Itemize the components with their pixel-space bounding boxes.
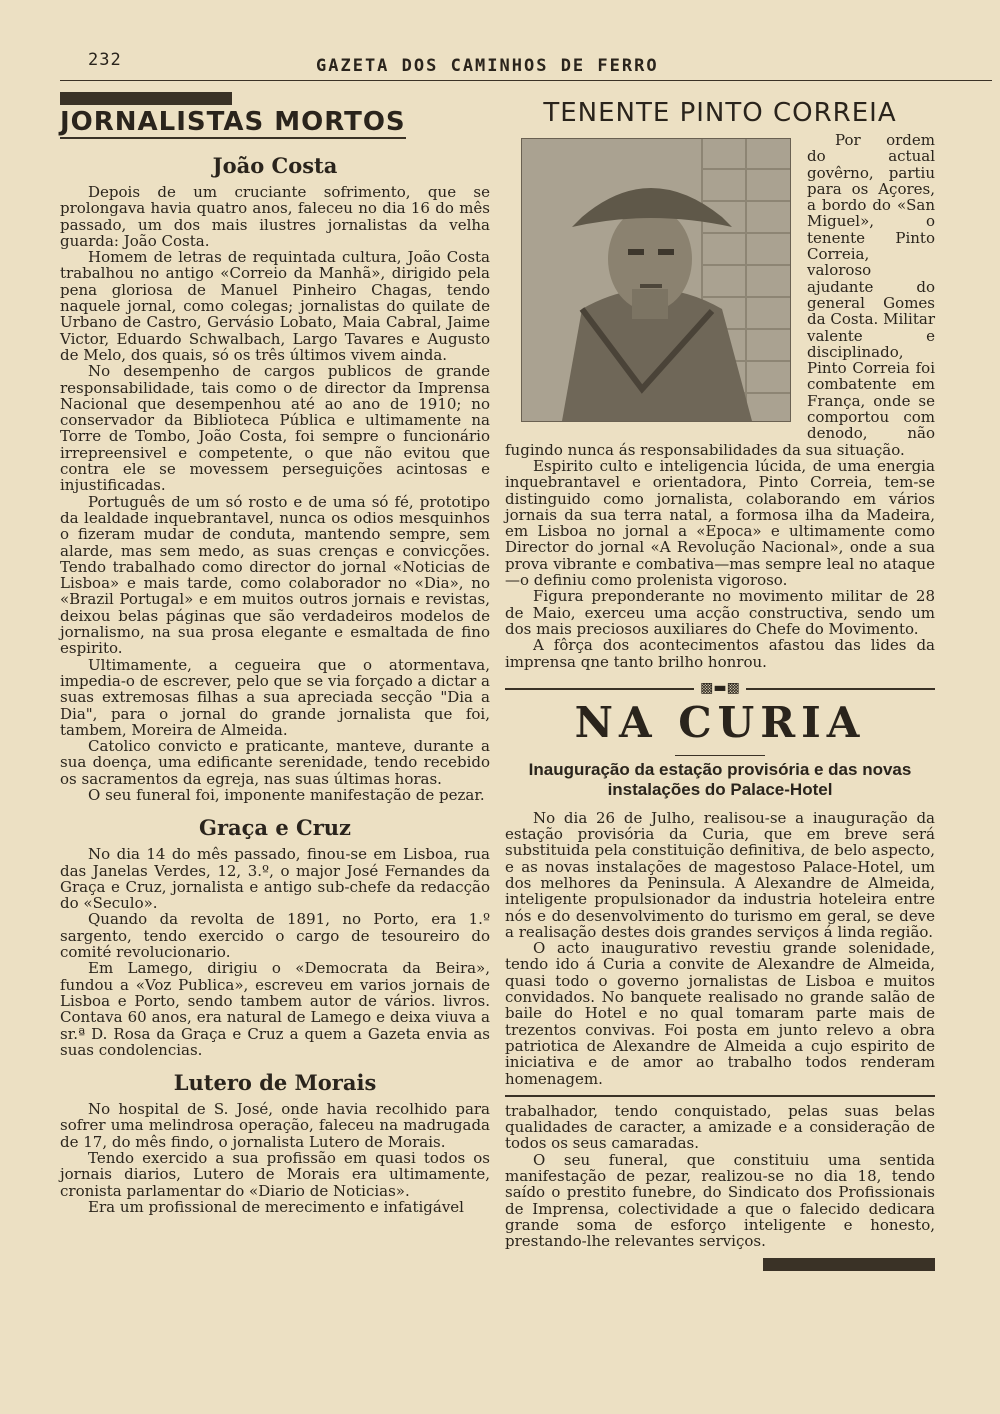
paragraph: Português de um só rosto e de uma só fé, prototipo da lealdade inquebrantavel, nunca os odios mesquinhos o fizeram mudar de conduta, mantendo sempre, sem alarde, mas sem medo, as suas crenças e convicções. Tendo trabalhado como director do jornal «Noticias de Lisboa» e mais tarde, como colaborador no «Dia», no «Brazil Portugal» e em muitos outros jornais e revistas, deixou belas páginas que são verdadeiros modelos de jornalismo, na sua prosa elegante e esmaltada de fino espirito. — [60, 492, 490, 658]
paragraph: No desempenho de cargos publicos de grande responsabilidade, tais como o de director da Imprensa Nacional que desempenhou até ao ano de 1910; no conservador da Biblioteca Pública e ultimamente na Torre de Tombo, João Costa, foi sempre o funcionário irrepreensivel e competente, o que não evitou que contra ele se movessem perseguições acintosas e injustificadas. — [60, 362, 490, 495]
paragraph: Catolico convicto e praticante, manteve, durante a sua doença, uma edificante serenidade, tendo recebido os sacramentos da egreja, nas suas últimas horas. — [60, 737, 490, 788]
paragraph: Homem de letras de requintada cultura, João Costa trabalhou no antigo «Correio da Manhã», dirigido pela pena gloriosa de Manuel Pinheiro Chagas, tendo naquele jornal, como colegas; jornalistas do quilate de Urbano de Castro, Gervásio Lobato, Maia Cabral, Jaime Victor, Eduardo Schwalbach, Largo Tavares e Augusto de Melo, dos quais, só os três últimos vivem ainda. — [60, 248, 490, 364]
section-bar — [60, 92, 232, 105]
section-divider — [505, 1095, 935, 1097]
portrait-photo — [521, 138, 791, 422]
paragraph: No dia 14 do mês passado, finou-se em Lisboa, rua das Janelas Verdes, 12, 3.º, o major José Fernandes da Graça e Cruz, jornalista e antigo sub-chefe da redacção do «Seculo». — [60, 845, 490, 913]
title-underline — [675, 755, 765, 756]
obituary-graca-cruz — [60, 846, 490, 1058]
paragraph: Espirito culto e inteligencia lúcida, de uma energia inquebrantavel e orientadora, Pinto Correia, tem-se distinguido como jornalista, colaborando em vários jornais da sua terra natal, a formosa ilha da Madeira, em Lisboa no jornal a «Epoca» e ultimamente como Director do jornal «A Revolução Nacional», onde a sua prova vibrante e combativa—mas sempre leal no ataque—o definiu como prolenista vigoroso. — [505, 456, 935, 590]
obituary-lutero-morais — [60, 1101, 490, 1215]
obituary-heading-joao-costa: João Costa — [212, 153, 338, 178]
paragraph: Figura preponderante no movimento militar de 28 de Maio, exerceu uma acção constructiva, sendo um dos mais preciosos auxiliares do Chefe do Movimento. — [505, 587, 935, 638]
paragraph: Por ordem do actual govêrno, partiu para os Açores, a bordo do «San Miguel», o tenente Pinto Correia, valoroso ajudante do general Gomes da Costa. Militar valente e disciplinado, Pinto Correia foi combatente em França, onde se comportou com denodo, não fugindo nunca ás responsabilidades da sua situação. — [505, 131, 935, 459]
locomotive-ornament-icon: ▩▬▩ — [505, 680, 935, 696]
paragraph: O seu funeral, que constituiu uma sentida manifestação de pezar, realizou-se no dia 18, tendo saído o prestito funebre, do Sindicato dos Profissionais de Imprensa, colectividade a que o falecido dedicara grande soma de esforço inteligente e honesto, prestando-lhe relevantes serviços. — [505, 1150, 935, 1251]
right-column — [505, 98, 935, 1271]
curia-title: NA CURIA — [574, 697, 866, 747]
paragraph: Quando da revolta de 1891, no Porto, era 1.º sargento, tendo exercido o cargo de tesoureiro do comité revolucionario. — [60, 910, 490, 962]
article-pinto-correia — [505, 132, 935, 670]
paragraph: Ultimamente, a cegueira que o atormentava, impedia-o de escrever, pelo que se via forçado a dictar a suas extremosas filhas a sua apreciada secção "Dia a Dia", para o jornal do grande jornalista que foi, tambem, Moreira de Almeida. — [60, 655, 490, 739]
paragraph: O seu funeral foi, imponente manifestação de pezar. — [88, 785, 485, 804]
obituary-heading-graca-cruz: Graça e Cruz — [199, 815, 351, 841]
article-heading-pinto-correia: TENENTE PINTO CORREIA — [543, 98, 897, 128]
article-curia — [505, 810, 935, 1087]
journal-title: GAZETA DOS CAMINHOS DE FERRO — [316, 56, 659, 76]
paragraph: No dia 26 de Julho, realisou-se a inauguração da estação provisória da Curia, que em breve será substituida pela constituição definitiva, de belo aspecto, e as novas instalações de magestoso Palace-Hotel, um dos melhores da Peninsula. A Alexandre de Almeida, inteligente propulsionador da industria hoteleira entre nós e do desenvolvimento do turismo em geral, se deve a realisação destes dois grandes serviços á linda região. — [505, 808, 935, 941]
paragraph: trabalhador, tendo conquistado, pelas suas belas qualidades de caracter, a amizade e a consideração de todos os seus camaradas. — [505, 1101, 935, 1153]
paragraph: A fôrça dos acontecimentos afastou das lides da imprensa qne tanto brilho honrou. — [505, 636, 935, 671]
paragraph: Em Lamego, dirigiu o «Democrata da Beira», fundou a «Voz Publica», escreveu em varios jornais de Lisboa e Porto, sendo tambem autor de vários. livros. Contava 60 anos, era natural de Lamego e deixa viuva a sr.ª D. Rosa da Graça e Cruz a quem a Gazeta envia as suas condolencias. — [60, 959, 490, 1059]
left-column — [60, 92, 490, 1215]
curia-subtitle: Inauguração da estação provisória e das novas instalações do Palace-Hotel — [528, 759, 912, 799]
obituary-heading-lutero-morais: Lutero de Morais — [173, 1070, 377, 1096]
paragraph: Era um profissional de merecimento e infatigável — [88, 1197, 464, 1216]
section-title: JORNALISTAS MORTOS — [60, 107, 406, 137]
paragraph: Depois de um cruciante sofrimento, que se prolongava havia quatro anos, faleceu no dia 16 do mês passado, um dos mais ilustres jornalistas da velha guarda: João Costa. — [60, 183, 490, 250]
obituary-continuation — [505, 1103, 935, 1250]
header-rule — [60, 80, 992, 81]
paragraph: O acto inaugurativo revestiu grande solenidade, tendo ido á Curia a convite de Alexandre de Almeida, quasi todo o governo jornalistas de Lisboa e muitos convidados. No banquete realisado no grande salão de baile do Hotel e no qual tomaram parte mais de trezentos convivas. Foi posta em junto relevo a obra patriotica de Alexandre de Almeida a cujo espirito de iniciativa e de amor ao trabalho todos renderam homenagem. — [505, 939, 935, 1088]
obituary-joao-costa — [60, 184, 490, 803]
paragraph: Tendo exercido a sua profissão em quasi todos os jornais diarios, Lutero de Morais era ultimamente, cronista parlamentar do «Diario de Noticias». — [60, 1149, 490, 1200]
footer-bar — [763, 1258, 935, 1271]
paragraph: No hospital de S. José, onde havia recolhido para sofrer uma melindrosa operação, faleceu na madrugada de 17, do mês findo, o jornalista Lutero de Morais. — [60, 1100, 490, 1151]
page-number: 232 — [88, 50, 122, 70]
